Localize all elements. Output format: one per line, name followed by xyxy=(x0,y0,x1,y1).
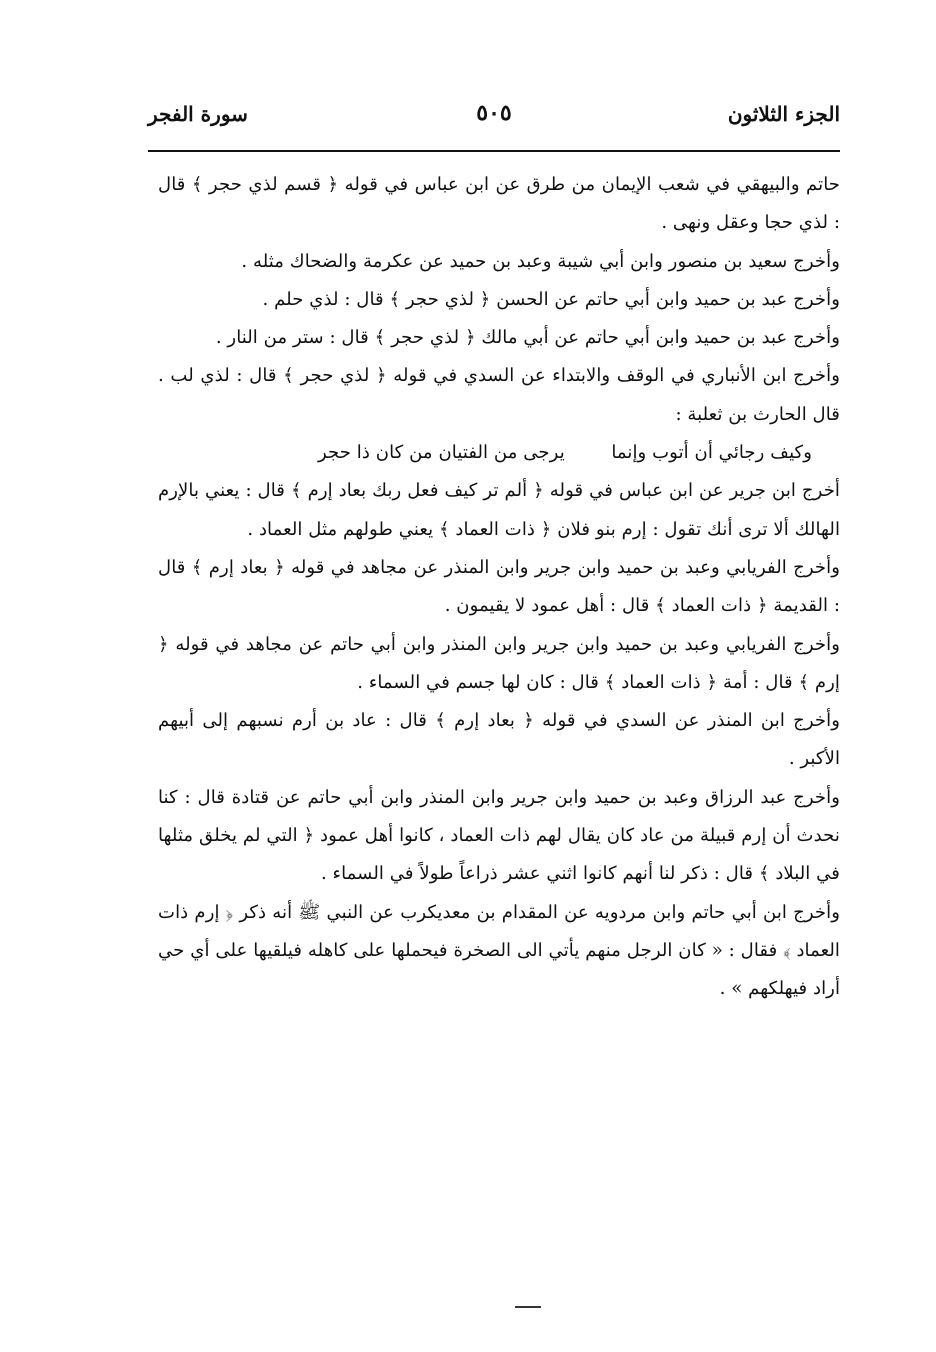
footer-mark xyxy=(515,1306,541,1308)
paragraph-9: وأخرج ابن المنذر عن السدي في قوله ﴿ بعاد إرم ﴾ قال : عاد بن أرم نسبهم إلى أبيهم الأكبر . xyxy=(158,710,840,770)
paragraph-7: وأخرج الفريابي وعبد بن حميد وابن جرير وابن المنذر عن مجاهد في قوله ﴿ بعاد إرم ﴾ قال : القديمة ﴿ ذات العماد ﴾ قال : أهل عمود لا يقيمون . xyxy=(158,556,840,617)
paragraph-3: وأخرج عبد بن حميد وابن أبي حاتم عن الحسن ﴿ لذي حجر ﴾ قال : لذي حلم . xyxy=(262,288,840,310)
paragraph-6: أخرج ابن جرير عن ابن عباس في قوله ﴿ ألم تر كيف فعل ربك بعاد إرم ﴾ قال : يعني بالإرم الهالك ألا ترى أنك تقول : إرم بنو فلان ﴿ ذات العماد ﴾ يعني طولهم مثل العماد . xyxy=(158,480,840,540)
header-rule xyxy=(148,150,840,152)
paragraph-5: وأخرج ابن الأنباري في الوقف والابتداء عن السدي في قوله ﴿ لذي حجر ﴾ قال : لذي لب . قال الحارث بن ثعلبة : xyxy=(158,365,840,425)
verse-second-hemistich: يرجى من الفتيان من كان ذا حجر xyxy=(318,442,565,464)
paragraph-10: وأخرج عبد الرزاق وعبد بن حميد وابن جرير وابن المنذر وابن أبي حاتم عن قتادة قال : كنا نحدث أن إرم قبيلة من عاد كان يقال لهم ذات العماد ، كانوا أهل عمود ﴿ التي لم يخلق مثلها في البلاد ﴾ قال : ذكر لنا أنهم كانوا اثني عشر ذراعاً طولاً في السماء . xyxy=(158,786,840,885)
page-number: ٥٠٥ xyxy=(476,100,512,126)
paragraph-11: وأخرج ابن أبي حاتم وابن مردويه عن المقدام بن معديكرب عن النبي ﷺ أنه ذكر ﴿ إرم ذات العماد ﴾ فقال : « كان الرجل منهم يأتي الى الصخرة فيحملها على كاهله فيلقيها على أي حي أراد فيهلكهم » . xyxy=(158,901,840,1000)
page-body xyxy=(158,166,840,1009)
surah-title: سورة الفجر xyxy=(148,102,248,126)
verse-first-hemistich: وكيف رجائي أن أتوب وإنما xyxy=(611,442,812,464)
paragraph-8: وأخرج الفريابي وعبد بن حميد وابن جرير وابن المنذر وابن أبي حاتم عن مجاهد في قوله ﴿ إرم ﴾ قال : أمة ﴿ ذات العماد ﴾ قال : كان لها جسم في السماء . xyxy=(158,633,840,693)
paragraph-1: حاتم والبيهقي في شعب الإيمان من طرق عن ابن عباس في قوله ﴿ قسم لذي حجر ﴾ قال : لذي حجا وعقل ونهى . xyxy=(158,174,840,234)
page-header xyxy=(148,96,840,136)
poetry-verse xyxy=(158,434,840,472)
paragraph-4: وأخرج عبد بن حميد وابن أبي حاتم عن أبي مالك ﴿ لذي حجر ﴾ قال : ستر من النار . xyxy=(215,327,840,349)
paragraph-2: وأخرج سعيد بن منصور وابن أبي شيبة وعبد بن حميد عن عكرمة والضحاك مثله . xyxy=(241,250,840,272)
part-title: الجزء الثلاثون xyxy=(727,102,840,126)
